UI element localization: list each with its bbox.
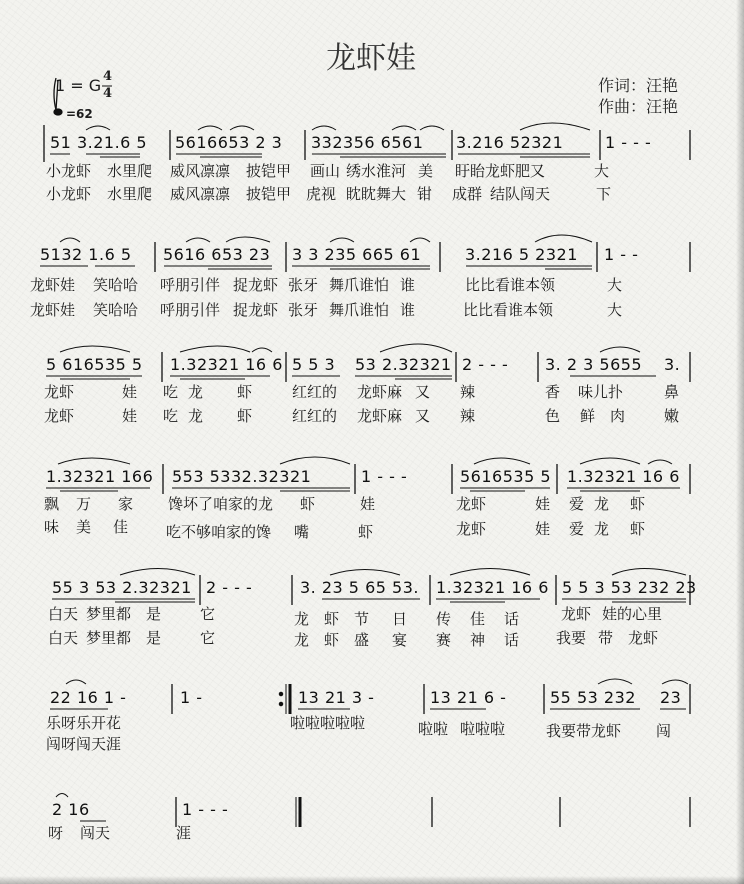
s4-lyric2: 美	[76, 518, 92, 536]
notation-stroke	[474, 458, 530, 464]
s5-lyric1: 佳	[470, 610, 486, 628]
s3-lyric2: 吃	[163, 407, 179, 425]
s3-lyric1: 龙	[188, 383, 204, 401]
s5-lyric1: 日	[392, 610, 408, 628]
notation-stroke	[380, 344, 452, 352]
tempo-marking: =62	[66, 107, 93, 121]
s4-lyric2: 佳	[113, 518, 129, 536]
s6-repeat-dot	[279, 702, 282, 705]
s1-lyric2: 下	[596, 185, 612, 203]
s4-lyric2: 龙	[594, 520, 610, 538]
s2-lyric1: 舞爪谁怕	[329, 276, 390, 294]
s5-measure-1: 55 3 53 2.32321	[52, 578, 192, 597]
s3-lyric2: 鲜	[580, 407, 596, 425]
s1-lyric1: 盱眙龙虾肥又	[455, 162, 546, 180]
s1-lyric2: 披铠甲	[246, 185, 292, 203]
s3-measure-4: 2 - - -	[462, 355, 509, 374]
s5-lyric2: 我要	[556, 629, 587, 647]
s4-lyric1: 飘	[44, 495, 60, 513]
notation-stroke	[520, 123, 590, 130]
s2-lyric2: 舞爪谁怕	[329, 301, 390, 319]
s4-lyric2: 龙虾	[456, 520, 487, 538]
s5-lyric1: 梦里都	[86, 605, 132, 623]
s6-lyric1: 啦啦	[418, 720, 449, 738]
s3-lyric1: 又	[415, 383, 431, 401]
s4-lyric1: 虾	[630, 495, 646, 513]
s1-lyric1: 小龙虾	[46, 162, 92, 180]
notation-stroke	[410, 238, 430, 242]
s2-lyric2: 呼朋引伴	[160, 301, 221, 319]
s4-lyric2: 味	[44, 518, 60, 536]
notation-stroke	[252, 348, 272, 352]
s3-lyric2: 色	[545, 407, 561, 425]
s4-lyric1: 虾	[300, 495, 316, 513]
s2-lyric2: 谁	[400, 301, 416, 319]
s2-measure-1: 5132 1.6 5	[40, 245, 132, 264]
tempo-stem	[56, 80, 58, 110]
s5-lyric2: 话	[504, 631, 520, 649]
s6-lyric1: 乐呀乐开花	[46, 714, 122, 732]
notation-stroke	[612, 569, 686, 576]
s4-lyric2: 嘴	[294, 523, 310, 541]
notation-stroke	[600, 347, 640, 352]
s2-lyric1: 捉龙虾	[233, 276, 279, 294]
s1-lyric2: 眈眈舞大	[346, 185, 407, 203]
s5-lyric1: 娃的心里	[602, 605, 663, 623]
s3-lyric1: 吃	[163, 383, 179, 401]
s4-lyric2: 吃不够咱家的馋	[166, 523, 272, 541]
s3-lyric2: 龙虾麻	[357, 407, 403, 425]
s2-measure-4: 3.216 5 2321	[465, 245, 578, 264]
s4-lyric1: 爱	[569, 495, 585, 513]
s3-measure-3: 5 5 3	[292, 355, 336, 374]
beam-underlines	[40, 154, 686, 821]
notation-stroke	[186, 238, 210, 242]
s1-lyric2: 结队闯天	[490, 185, 551, 203]
s3-lyric1: 虾	[237, 383, 253, 401]
s3-lyric2: 龙	[188, 407, 204, 425]
s3-measure-3b: 53 2.32321	[355, 355, 452, 374]
s5-lyric1: 它	[200, 605, 216, 623]
s2-measure-5: 1 - -	[604, 245, 639, 264]
s5-lyric1: 节	[354, 610, 370, 628]
s2-lyric1: 龙虾娃	[30, 276, 76, 294]
s4-lyric1: 龙虾	[456, 495, 487, 513]
notation-stroke	[60, 346, 130, 352]
s5-lyric1: 白天	[48, 605, 79, 623]
s1-lyric2: 钳	[417, 185, 433, 203]
s6-measure-1: 22 16 1 -	[50, 688, 127, 707]
s4-measure-4: 5616535 5	[460, 467, 552, 486]
notation-stroke	[662, 680, 688, 684]
s3-measure-2: 1.32321 16 6	[170, 355, 283, 374]
s4-lyric1: 娃	[535, 495, 551, 513]
s6-measure-4: 13 21 6 -	[430, 688, 507, 707]
s6-repeat-dot	[279, 692, 282, 695]
s4-measure-2: 553 5332.32321	[172, 467, 312, 486]
s4-lyric1: 馋坏了咱家的龙	[168, 495, 274, 513]
time-signature-bottom: 4	[103, 86, 113, 101]
s5-lyric2: 赛	[436, 631, 452, 649]
notation-stroke	[230, 126, 254, 130]
s3-lyric2: 龙虾	[44, 407, 75, 425]
s2-measure-2: 5616 653 23	[163, 245, 271, 264]
s2-lyric1: 比比看谁本领	[465, 276, 556, 294]
s5-lyric2: 盛	[354, 631, 370, 649]
s3-lyric2: 辣	[460, 407, 476, 425]
s6-lyric1: 啦啦啦啦啦	[290, 714, 366, 732]
s6-measure-2: 1 -	[180, 688, 203, 707]
notation-stroke	[280, 457, 350, 464]
s5-measure-5: 5 5 3 53 232 23	[562, 578, 697, 597]
s1-lyric2: 成群	[452, 185, 483, 203]
s3-lyric1: 龙虾	[44, 383, 75, 401]
s3-measure-1: 5 616535 5	[46, 355, 143, 374]
s4-lyric2: 爱	[569, 520, 585, 538]
s2-lyric1: 谁	[400, 276, 416, 294]
s4-measure-3: 1 - - -	[361, 467, 408, 486]
s1-lyric1: 水里爬	[107, 162, 153, 180]
s3-lyric2: 娃	[122, 407, 138, 425]
s2-measure-3: 3 3 235 665 61	[292, 245, 422, 264]
notation-stroke	[420, 126, 444, 130]
s4-lyric1: 家	[118, 495, 134, 513]
s5-lyric2: 龙	[294, 631, 310, 649]
notation-stroke	[180, 346, 250, 352]
s2-lyric1: 呼朋引伴	[160, 276, 221, 294]
s5-lyric1: 龙虾	[561, 605, 592, 623]
s4-lyric1: 龙	[594, 495, 610, 513]
s7-lyric1: 涯	[176, 824, 192, 842]
s6-lyric2: 闯呀闯天涯	[46, 735, 122, 753]
s1-measure-4: 3.216 52321	[456, 133, 564, 152]
s2-lyric2: 捉龙虾	[233, 301, 279, 319]
time-signature-top: 4	[103, 69, 113, 84]
s6-measure-5b: 23	[660, 688, 682, 707]
s5-lyric2: 梦里都	[86, 629, 132, 647]
s1-lyric1: 威风凛凛	[170, 162, 231, 180]
s5-lyric2: 龙虾	[628, 629, 659, 647]
s1-lyric2: 虎视	[306, 185, 337, 203]
s5-lyric1: 虾	[324, 610, 340, 628]
notation-stroke	[66, 680, 86, 684]
s1-lyric1: 大	[594, 162, 610, 180]
s3-lyric2: 虾	[237, 407, 253, 425]
s2-lyric2: 张牙	[288, 301, 319, 319]
s1-measure-2: 5616653 2 3	[175, 133, 283, 152]
s5-lyric2: 它	[200, 629, 216, 647]
s4-lyric2: 娃	[535, 520, 551, 538]
s7-lyric1: 闯天	[80, 824, 111, 842]
s2-lyric2: 比比看谁本领	[463, 301, 554, 319]
s3-lyric1: 鼻	[664, 383, 680, 401]
s5-lyric2: 是	[146, 629, 162, 647]
s7-lyric1: 呀	[48, 824, 64, 842]
notation-stroke	[60, 238, 80, 242]
s7-measure-2: 1 - - -	[182, 800, 229, 819]
tempo-note-head	[54, 109, 62, 115]
s5-measure-3: 3. 23 5 65 53.	[300, 578, 419, 597]
s6-lyric1: 啦啦啦	[460, 720, 506, 738]
s2-lyric2: 笑哈哈	[93, 301, 139, 319]
s3-lyric2: 红红的	[292, 407, 338, 425]
s1-measure-5: 1 - - -	[605, 133, 652, 152]
s4-measure-1: 1.32321 166	[46, 467, 154, 486]
s2-lyric2: 龙虾娃	[30, 301, 76, 319]
s5-lyric2: 白天	[48, 629, 79, 647]
s7-measure-1: 2 16	[52, 800, 90, 819]
notation-stroke	[450, 569, 530, 576]
s3-measure-5: 3. 2 3 5655	[545, 355, 643, 374]
s3-measure-5b: 3.	[664, 355, 681, 374]
notation-stroke	[535, 235, 592, 242]
s5-lyric2: 神	[470, 631, 486, 649]
notation-stroke	[598, 679, 632, 684]
key-signature: 1 = G	[55, 76, 102, 95]
s1-lyric1: 披铠甲	[246, 162, 292, 180]
s5-lyric2: 宴	[392, 631, 408, 649]
s1-lyric1: 绣水淮河	[346, 162, 407, 180]
notation-stroke	[330, 238, 354, 242]
slurs	[56, 123, 688, 797]
s3-lyric2: 又	[415, 407, 431, 425]
s2-lyric1: 大	[607, 276, 623, 294]
s4-lyric2: 虾	[358, 523, 374, 541]
s6-lyric1: 我要带龙虾	[546, 722, 622, 740]
s3-lyric1: 红红的	[292, 383, 338, 401]
s1-lyric2: 水里爬	[107, 185, 153, 203]
s1-lyric2: 小龙虾	[46, 185, 92, 203]
s3-lyric1: 香	[545, 383, 561, 401]
s1-lyric2: 威风凛凛	[170, 185, 231, 203]
s6-lyric1: 闯	[656, 722, 672, 740]
song-title: 龙虾娃	[326, 41, 416, 76]
notation-stroke	[392, 126, 416, 130]
s3-lyric1: 辣	[460, 383, 476, 401]
s6-measure-5: 55 53 232	[550, 688, 636, 707]
notation-stroke	[198, 126, 222, 130]
s4-lyric1: 娃	[360, 495, 376, 513]
notation-stroke	[56, 794, 68, 798]
s3-lyric1: 味儿扑	[578, 383, 624, 401]
s5-lyric1: 龙	[294, 610, 310, 628]
s5-lyric1: 是	[146, 605, 162, 623]
s5-lyric2: 虾	[324, 631, 340, 649]
s5-lyric1: 传	[436, 610, 452, 628]
s1-lyric1: 画山	[310, 162, 341, 180]
s3-lyric1: 龙虾麻	[357, 383, 403, 401]
s2-lyric2: 大	[607, 301, 623, 319]
s1-measure-3: 332356 6561	[311, 133, 424, 152]
notation-stroke	[580, 458, 640, 464]
notation-stroke	[86, 126, 110, 130]
s5-lyric1: 话	[504, 610, 520, 628]
s5-lyric2: 带	[598, 629, 614, 647]
notation-stroke	[330, 570, 400, 576]
s3-lyric2: 肉	[610, 407, 626, 425]
s3-lyric2: 嫩	[664, 407, 680, 425]
s5-measure-4: 1.32321 16 6	[436, 578, 549, 597]
s2-lyric1: 张牙	[288, 276, 319, 294]
lyricist-credit: 作词：汪艳	[598, 76, 679, 95]
notation-stroke	[120, 569, 195, 576]
s1-measure-1: 51 3.21.6 5	[50, 133, 148, 152]
s6-measure-3: 13 21 3 -	[298, 688, 375, 707]
s4-lyric1: 万	[76, 495, 92, 513]
notation-stroke	[648, 460, 672, 464]
s1-lyric1: 美	[418, 162, 434, 180]
composer-credit: 作曲：汪艳	[598, 97, 679, 116]
notation-stroke	[312, 126, 336, 130]
s4-lyric2: 虾	[630, 520, 646, 538]
notation-stroke	[58, 458, 130, 464]
s5-measure-2: 2 - - -	[206, 578, 253, 597]
s4-measure-5: 1.32321 16 6	[567, 467, 680, 486]
s3-lyric1: 娃	[122, 383, 138, 401]
s2-lyric1: 笑哈哈	[93, 276, 139, 294]
notation-stroke	[226, 237, 270, 242]
